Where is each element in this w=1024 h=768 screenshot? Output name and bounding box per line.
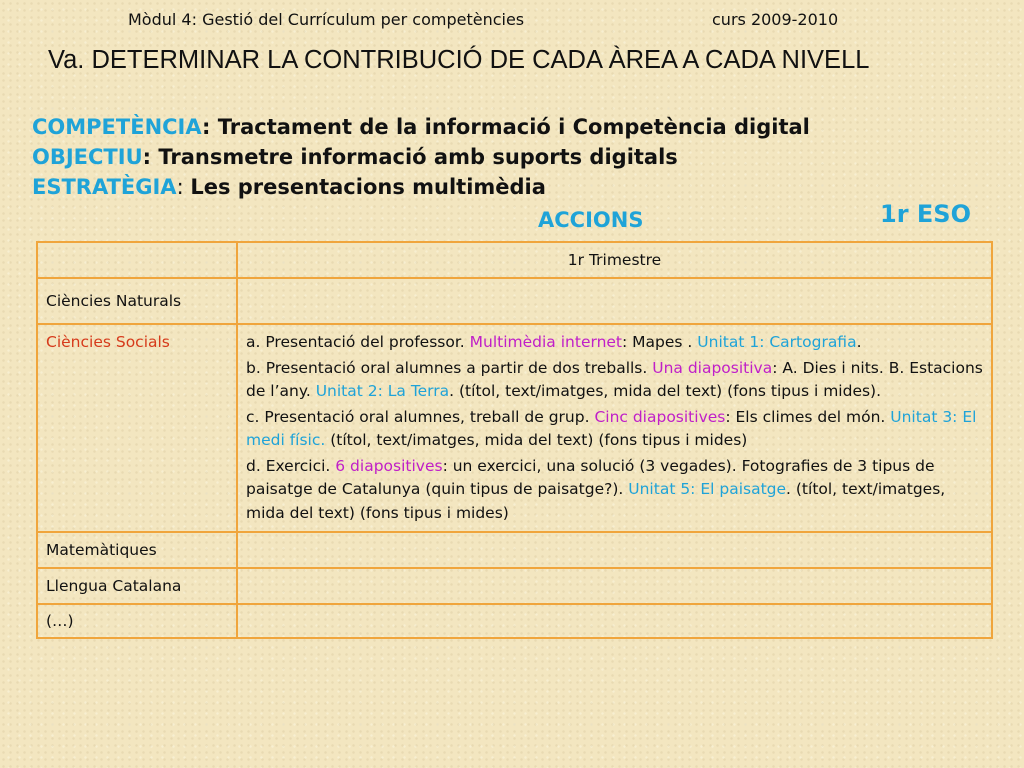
accions-heading: ACCIONS [538,208,644,232]
action-c-unit: Unitat 3: El medi físic. [246,407,977,449]
course-year: curs 2009-2010 [712,10,839,29]
table-row [37,532,992,568]
estrategia-label: ESTRATÈGIA [32,175,177,199]
action-d-unit: Unitat 5: El paisatge [628,480,787,498]
action-b: b. Presentació oral alumnes a partir de dos treballs. Una diapositiva: A. Dies i nits. B. Estacions de l’any. Unitat 2: La Terra. (títol, text/imatges, mida del text) (fons tipus i mides). [246,358,983,400]
actions-cell-empty [237,532,992,568]
action-c-highlight: Cinc diapositives [594,407,726,426]
action-a-unit: Unitat 1: Cartografia [697,333,857,351]
page-title: Va. DETERMINAR LA CONTRIBUCIÓ DE CADA ÀREA A CADA NIVELL [48,46,870,74]
header-empty-cell [37,242,237,278]
module-label: Mòdul 4: Gestió del Currículum per competències [128,10,525,29]
objectiu-value: Transmetre informació amb suports digitals [158,145,678,169]
table-row [37,278,992,324]
action-d-highlight: 6 diapositives [335,456,443,475]
action-a: a. Presentació del professor. Multimèdia internet: Mapes . Unitat 1: Cartografia. [246,333,862,351]
trimester-header: 1r Trimestre [237,242,992,278]
area-matematiques: Matemàtiques [37,532,237,568]
actions-cell-empty [237,278,992,324]
table-row [37,324,992,532]
estrategia-line: ESTRATÈGIA: Les presentacions multimèdia [32,175,546,199]
objectiu-line: OBJECTIU: Transmetre informació amb suports digitals [32,145,678,169]
action-c: c. Presentació oral alumnes, treball de grup. Cinc diapositives: Els climes del món. Unitat 3: El medi físic. (títol, text/imatges, mida del text) (fons tipus i mides) [246,407,977,449]
slide-header [0,10,1024,34]
area-etc: (…) [37,604,237,638]
competencia-line: COMPETÈNCIA: Tractament de la informació i Competència digital [32,115,810,139]
actions-cell-empty [237,568,992,604]
action-b-highlight: Una diapositiva [652,358,773,377]
estrategia-value: Les presentacions multimèdia [190,175,546,199]
actions-cell-empty [237,604,992,638]
action-a-highlight: Multimèdia internet [469,333,623,351]
table-row [37,568,992,604]
competencia-value: Tractament de la informació i Competència digital [217,115,810,139]
action-b-unit: Unitat 2: La Terra [315,382,450,400]
info-block [32,112,992,202]
area-llengua-catalana: Llengua Catalana [37,568,237,604]
area-ciencies-socials: Ciències Socials [37,324,237,532]
table-row [37,604,992,638]
area-ciencies-naturals: Ciències Naturals [37,278,237,324]
objectiu-label: OBJECTIU [32,145,143,169]
action-d: d. Exercici. 6 diapositives: un exercici, una solució (3 vegades). Fotografies de 3 tipus de paisatge de Catalunya (quin tipus de paisatge?). Unitat 5: El paisatge. (títol, text/imatges, mida del text) (fons tipus i mides) [246,456,946,522]
actions-table [36,241,993,639]
competencia-label: COMPETÈNCIA [32,115,203,139]
table-header-row [37,242,992,278]
socials-actions-cell [237,324,992,532]
level-label: 1r ESO [880,200,971,228]
